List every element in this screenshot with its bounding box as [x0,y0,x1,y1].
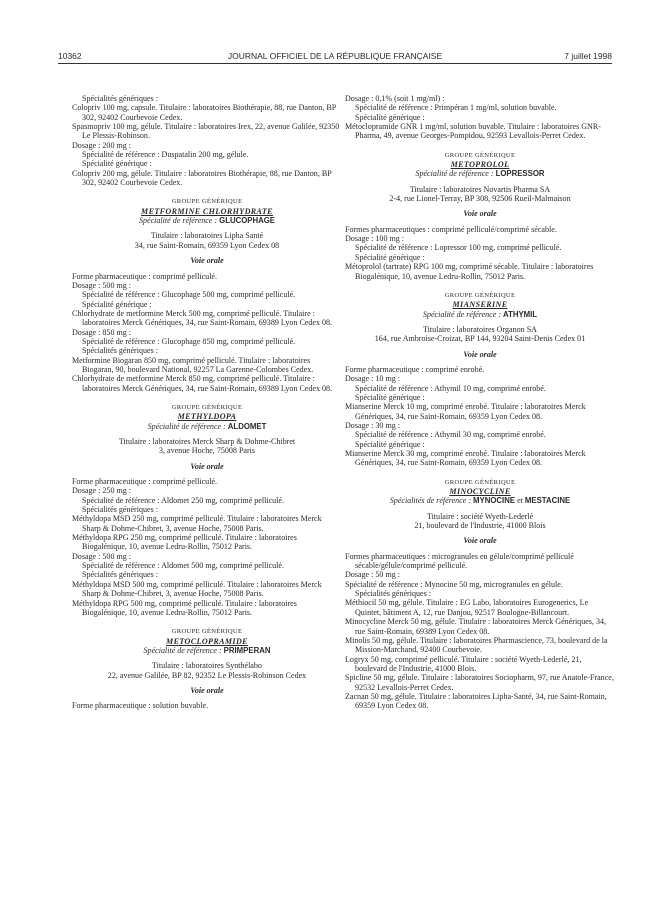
sub-entry-text: Spécialité de référence : Athymil 30 mg, comprimé enrobé. [355,430,546,440]
entry-text: Dosage : 500 mg : [72,280,132,290]
reference-specialty [72,216,342,225]
entry-text: Métoclopramide GNR 1 mg/ml, solution buvable. Titulaire : laboratoires GNR-Pharma, 49, avenue Georges-Pompidou, 92593 Levallois-Perret Cedex. [345,122,601,141]
holder-line: Titulaire : laboratoires Novartis Pharma SA [409,184,551,194]
sub-entry-text: Spécialité de référence : Mynocine 50 mg, microgranules en gélule. [345,579,563,589]
brand-name: PRIMPERAN [223,645,271,655]
spacer [345,281,615,291]
holder-line: 34, rue Saint-Romain, 69359 Lyon Cedex 08 [134,240,280,250]
reference-label: Spécialité de référence : [147,421,226,431]
group-label: GROUPE GÉNÉRIQUE [171,628,243,636]
holder-line: 2-4, rue Lionel-Terray, BP 308, 92506 Rueil-Malmaison [389,194,571,204]
group-label: GROUPE GÉNÉRIQUE [171,198,243,206]
molecule-heading: METFORMINE CHLORHYDRATE [141,206,273,216]
sub-entry-text: Spécialités génériques : [82,570,158,580]
sub-entry-text: Spécialité générique : [355,392,425,402]
sub-entry-text: Spécialité de référence : Primpéran 1 mg/ml, solution buvable. [355,103,557,113]
entry-text: Méthiocil 50 mg, gélule. Titulaire : EG Labo, laboratoires Eurogenerics, Le Quintet, bâtiment A, 12, rue Danjou, 92517 Boulogne-Billancourt. [345,598,589,617]
molecule-heading: METOCLOPRAMIDE [166,636,248,646]
sub-entry-text: Spécialité générique : [82,159,152,169]
brand-name: LOPRESSOR [495,169,545,179]
reference-label: Spécialité de référence : [422,309,502,319]
entry-text: Forme pharmaceutique : comprimé pelliculé. [72,477,218,487]
molecule-heading: METHYLDOPA [177,412,237,422]
entry-text: Forme pharmaceutique : solution buvable. [72,701,209,711]
group-label: GROUPE GÉNÉRIQUE [444,478,516,486]
route-heading: Voie orale [463,536,497,546]
molecule-heading: MINOCYCLINE [449,487,511,497]
conjunction: et [517,496,523,506]
left-column [72,94,342,711]
sub-entry-text: Spécialité générique : [355,439,425,449]
reference-specialty [345,310,615,319]
sub-entry-text: Spécialités génériques : [355,589,431,599]
entry-text: Dosage : 500 mg : [72,551,132,561]
holder-line: Titulaire : laboratoires Merck Sharp & Dohme-Chibret [118,437,296,446]
holder-line: Titulaire : laboratoires Lipha Santé [150,231,264,241]
publication-date: 7 juillet 1998 [564,51,612,61]
group-label: GROUPE GÉNÉRIQUE [444,291,516,299]
reference-label: Spécialité de référence : [415,169,494,179]
holder-line: 22, avenue Galilée, BP 82, 92352 Le Plessis-Robinson Cedex [107,670,307,680]
entry-text: Dosage : 10 mg : [345,374,400,384]
entry-text: Dosage : 30 mg : [345,420,400,430]
entry-text: Formes pharmaceutiques : microgranules en gélule/comprimé pelliculé sécable/gélule/comprimé pelliculé. [345,551,574,571]
entry-text: Méthyldopa MSD 250 mg, comprimé pelliculé. Titulaire : laboratoires Merck Sharp & Dohme-Chibret, 3, avenue Hoche, 75008 Paris. [72,514,322,533]
reference-specialty [345,496,615,505]
brand-name: GLUCOPHAGE [219,216,276,226]
entry-text: Spicline 50 mg, gélule. Titulaire : laboratoires Sociopharm, 97, rue Anatole-France, 92532 Levallois-Perret Cedex. [345,673,614,692]
holder-line: Titulaire : société Wyeth-Lederlé [426,511,534,521]
entry-text: Forme pharmaceutique : comprimé pelliculé. [72,271,218,281]
spacer [345,141,615,151]
sub-entry-text: Spécialité générique : [82,299,152,309]
holder-line: Titulaire : laboratoires Synthélabo [152,661,262,671]
journal-title: JOURNAL OFFICIEL DE LA RÉPUBLIQUE FRANÇAISE [227,51,443,61]
brand-name: MYNOCINE [473,496,516,506]
holder-line: 3, avenue Hoche, 75008 Paris [158,446,256,456]
entry-text: Méthyldopa MSD 500 mg, comprimé pelliculé. Titulaire : laboratoires Merck Sharp & Dohme-Chibret, 3, avenue Hoche, 75008 Paris. [72,579,322,599]
reference-specialty [72,646,342,655]
brand-name: ALDOMET [227,421,267,431]
page-header [58,51,612,63]
sub-entry-text: Spécialités génériques : [82,346,158,356]
sub-entry-text: Spécialités génériques : [82,505,158,515]
entry-text: Chlorhydrate de metformine Merck 500 mg, comprimé pelliculé. Titulaire : laboratoires Merck Génériques, 34, rue Saint-Romain, 69389 Lyon Cedex 08. [72,308,333,328]
sub-entry-text: Spécialités génériques : [82,94,158,103]
right-column [345,94,615,711]
header-rule [58,63,612,64]
entry-text: Dosage : 0,1% (soit 1 mg/ml) : [345,94,445,103]
entry-text: Colopriv 100 mg, capsule. Titulaire : laboratoires Biothérapie, 88, rue Danton, BP 302, 92402 Courbevoie Cedex. [72,103,336,122]
entry-text: Mianserine Merck 30 mg, comprimé enrobé. Titulaire : laboratoires Merck Génériques, 34, rue Saint-Romain, 69359 Lyon Cedex 08. [345,449,586,468]
route-heading: Voie orale [463,209,497,219]
entry-text: Dosage : 250 mg : [72,486,132,496]
entry-text: Minolis 50 mg, gélule. Titulaire : laboratoires Pharmascience, 73, boulevard de la Mission-Marchand, 92400 Courbevoie. [345,635,608,655]
sub-entry-text: Spécialité de référence : Aldomet 250 mg, comprimé pelliculé. [82,495,284,505]
reference-specialty [345,169,615,178]
route-heading: Voie orale [190,685,224,695]
holder-line: 21, boulevard de l'Industrie, 41000 Blois [414,521,546,531]
entry-text: Minocycline Merck 50 mg, gélule. Titulaire : laboratoires Merck Génériques, 34, rue Saint-Romain, 69389 Lyon Cedex 08. [345,617,607,636]
group-label: GROUPE GÉNÉRIQUE [171,403,243,411]
spacer [345,468,615,478]
entry-text: Spasmopriv 100 mg, gélule. Titulaire : laboratoires Irex, 22, avenue Galilée, 92350 Le Plessis-Robinson. [72,122,340,141]
entry-text: Formes pharmaceutiques : comprimé pelliculé/comprimé sécable. [345,224,557,234]
entry-text: Forme pharmaceutique : comprimé enrobé. [345,364,485,374]
sub-entry-text: Spécialité de référence : Lopressor 100 mg, comprimé pelliculé. [355,243,562,253]
reference-label: Spécialité de référence : [143,645,222,655]
route-heading: Voie orale [463,349,497,359]
entry-text: Méthyldopa RPG 250 mg, comprimé pelliculé. Titulaire : laboratoires Biogalénique, 10, avenue Ledru-Rollin, 75012 Paris. [72,533,297,552]
entry-text: Zacnan 50 mg, gélule. Titulaire : laboratoires Lipha-Santé, 34, rue Saint-Romain, 69359 Lyon Cedex 08. [345,691,607,711]
entry-text: Colopriv 200 mg, gélule. Titulaire : laboratoires Biothérapie, 88, rue Danton, BP 302, 92402 Courbevoie Cedex. [72,168,332,188]
entry-text: Métoprolol (tartrate) RPG 100 mg, comprimé sécable. Titulaire : laboratoires Biogalénique, 10, avenue Ledru-Rollin, 75012 Paris. [345,262,594,281]
molecule-heading: METOPROLOL [450,160,510,170]
holder-line: Titulaire : laboratoires Organon SA [423,324,537,334]
spacer [72,617,342,627]
entry-text: Logryx 50 mg, comprimé pelliculé. Titulaire : société Wyeth-Lederlé, 21, boulevard de l'Industrie, 41000 Blois. [345,654,582,673]
entry-text: Dosage : 100 mg : [345,234,405,244]
sub-entry-text: Spécialité de référence : Duspatalin 200 mg, gélule. [82,150,249,160]
brand-name: MESTACINE [524,496,571,506]
reference-specialty [72,422,342,431]
sub-entry-text: Spécialité générique : [355,252,425,262]
entry-text: Metformine Biogaran 850 mg, comprimé pelliculé. Titulaire : laboratoires Biogaran, 90, boulevard National, 92257 La Garenne-Colombes Cedex. [72,355,314,374]
spacer [72,187,342,197]
route-heading: Voie orale [190,256,224,266]
route-heading: Voie orale [190,461,224,471]
sub-entry-text: Spécialité générique : [355,112,425,122]
entry-text: Dosage : 50 mg : [345,570,400,580]
page-number: 10362 [58,51,82,61]
brand-name: ATHYMIL [503,309,538,319]
holder-line: 164, rue Ambroise-Croizat, BP 144, 93204 Saint-Denis Cedex 01 [374,334,586,344]
sub-entry-text: Spécialité de référence : Glucophage 850 mg, comprimé pelliculé. [82,336,296,346]
entry-text: Dosage : 200 mg : [72,140,132,150]
entry-text: Méthyldopa RPG 500 mg, comprimé pelliculé. Titulaire : laboratoires Biogalénique, 10, avenue Ledru-Rollin, 75012 Paris. [72,598,297,617]
sub-entry-text: Spécialité de référence : Glucophage 500 mg, comprimé pelliculé. [82,290,296,300]
molecule-heading: MIANSERINE [452,300,508,310]
spacer [72,393,342,403]
sub-entry-text: Spécialité de référence : Aldomet 500 mg, comprimé pelliculé. [82,561,284,571]
reference-label: Spécialité de référence : [138,216,218,226]
reference-label: Spécialités de référence : [389,496,472,506]
group-label: GROUPE GÉNÉRIQUE [444,151,516,159]
entry-text: Dosage : 850 mg : [72,327,132,337]
entry-text: Chlorhydrate de metformine Merck 850 mg, comprimé pelliculé. Titulaire : laboratoires Merck Génériques, 34, rue Saint-Romain, 69389 Lyon Cedex 08. [72,374,333,393]
entry-text: Mianserine Merck 10 mg, comprimé enrobé. Titulaire : laboratoires Merck Génériques, 34, rue Saint-Romain, 69359 Lyon Cedex 08. [345,402,586,421]
sub-entry-text: Spécialité de référence : Athymil 10 mg, comprimé enrobé. [355,383,546,393]
